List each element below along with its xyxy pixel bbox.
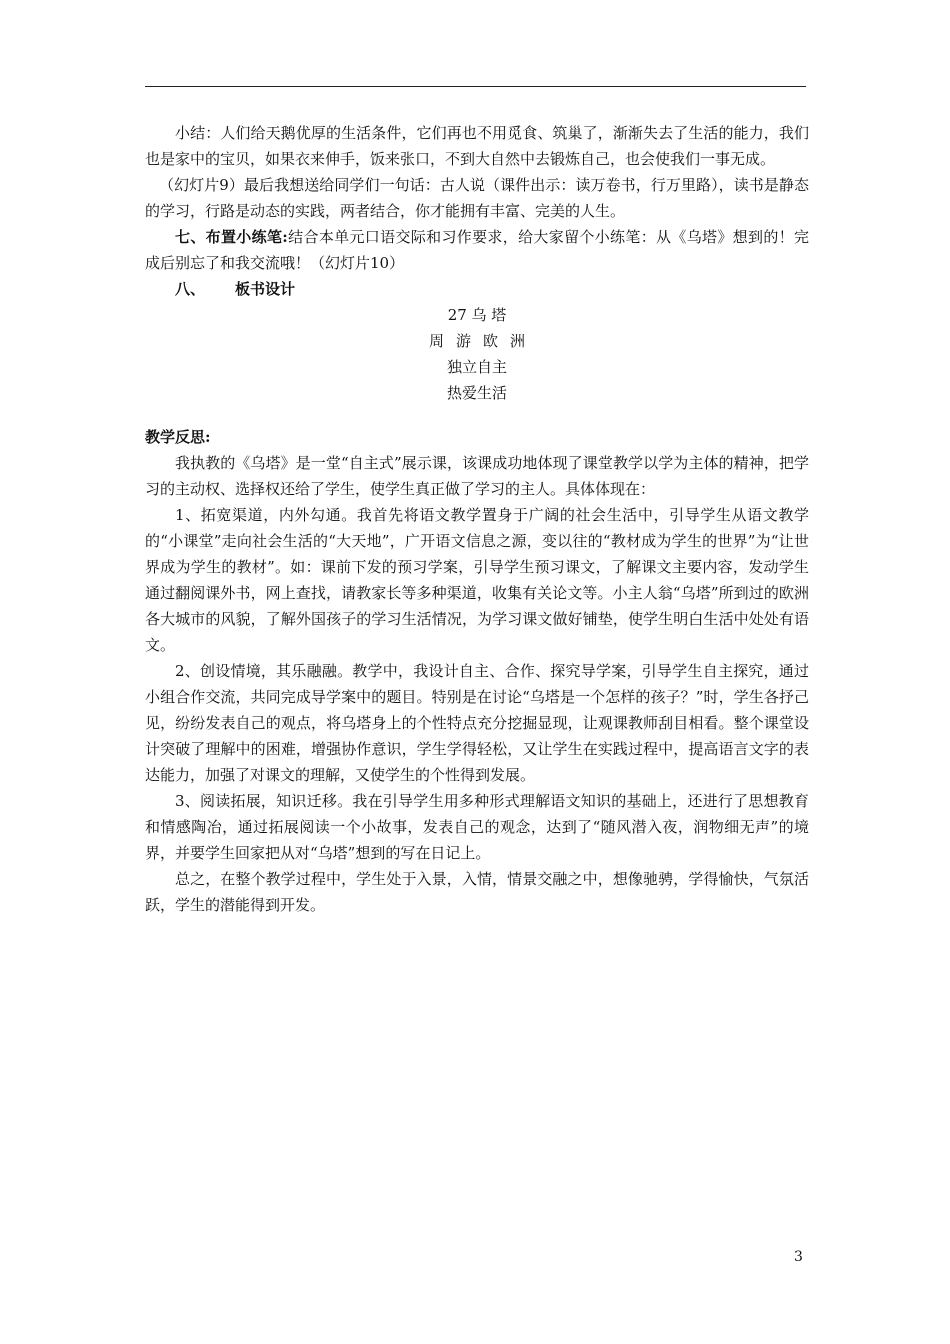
reflection-intro: 我执教的《乌塔》是一堂“自主式”展示课，该课成功地体现了课堂教学以学为主体的精神，把学习的主动权、选择权还给了学生，使学生真正做了学习的主人。具体体现在： — [145, 454, 809, 498]
reflection-title: 教学反思: — [145, 428, 211, 446]
slide9-paragraph: （幻灯片9）最后我想送给同学们一句话：古人说（课件出示：读万卷书，行万里路），读书是静态的学习，行路是动态的实践，两者结合，你才能拥有丰富、完美的人生。 — [145, 176, 809, 220]
board-line-3: 独立自主 — [446, 358, 507, 376]
section8-title: 板书设计 — [235, 280, 296, 298]
section7-title: 七、布置小练笔: — [175, 228, 288, 246]
header-rule — [145, 86, 806, 87]
document-body — [145, 120, 809, 918]
section7-body: 结合本单元口语交际和习作要求，给大家留个小练笔：从《乌塔》想到的！完成后别忘了和我交流哦！（幻灯片10） — [145, 228, 809, 272]
section8-heading — [145, 276, 809, 302]
reflection-point-2: 2、创设情境，其乐融融。教学中，我设计自主、合作、探究导学案，引导学生自主探究，通过小组合作交流，共同完成导学案中的题目。特别是在讨论“乌塔是一个怎样的孩子？”时，学生各抒己见，纷纷发表自己的观点，将乌塔身上的个性特点充分挖掘显现，让观课教师刮目相看。整个课堂设计突破了理解中的困难，增强协作意识，学生学得轻松，又让学生在实践过程中，提高语言文字的表达能力，加强了对课文的理解，又使学生的个性得到发展。 — [145, 662, 809, 784]
board-line-title: 27 乌 塔 — [447, 306, 507, 324]
section7-paragraph — [145, 224, 809, 276]
reflection-point-1: 1、拓宽渠道，内外勾通。我首先将语文教学置身于广阔的社会生活中，引导学生从语文教学的“小课堂”走向社会生活的“大天地”，广开语文信息之源，变以往的“教材成为学生的世界”为“让世界成为学生的教材”。如：课前下发的预习学案，引导学生预习课文，了解课文主要内容，发动学生通过翻阅课外书，网上查找，请教家长等多种渠道，收集有关论文等。小主人翁“乌塔”所到过的欧洲各大城市的风貌，了解外国孩子的学习生活情况，为学习课文做好铺垫，使学生明白生活中处处有语文。 — [145, 506, 809, 654]
summary-paragraph: 小结：人们给天鹅优厚的生活条件，它们再也不用觅食、筑巢了，渐渐失去了生活的能力，我们也是家中的宝贝，如果衣来伸手，饭来张口，不到大自然中去锻炼自己，也会使我们一事无成。 — [145, 124, 809, 168]
section8-number: 八、 — [175, 280, 206, 298]
board-line-2: 周游欧洲 — [428, 332, 537, 350]
reflection-point-3: 3、阅读拓展，知识迁移。我在引导学生用多种形式理解语文知识的基础上，还进行了思想教育和情感陶冶，通过拓展阅读一个小故事，发表自己的观念，达到了“随风潜入夜，润物细无声”的境界，并要学生回家把从对“乌塔”想到的写在日记上。 — [145, 792, 809, 862]
page-number: 3 — [794, 1249, 803, 1265]
board-line-4: 热爱生活 — [446, 384, 507, 402]
reflection-conclusion: 总之，在整个教学过程中，学生处于入景，入情，情景交融之中，想像驰骋，学得愉快，气氛活跃，学生的潜能得到开发。 — [145, 870, 809, 914]
